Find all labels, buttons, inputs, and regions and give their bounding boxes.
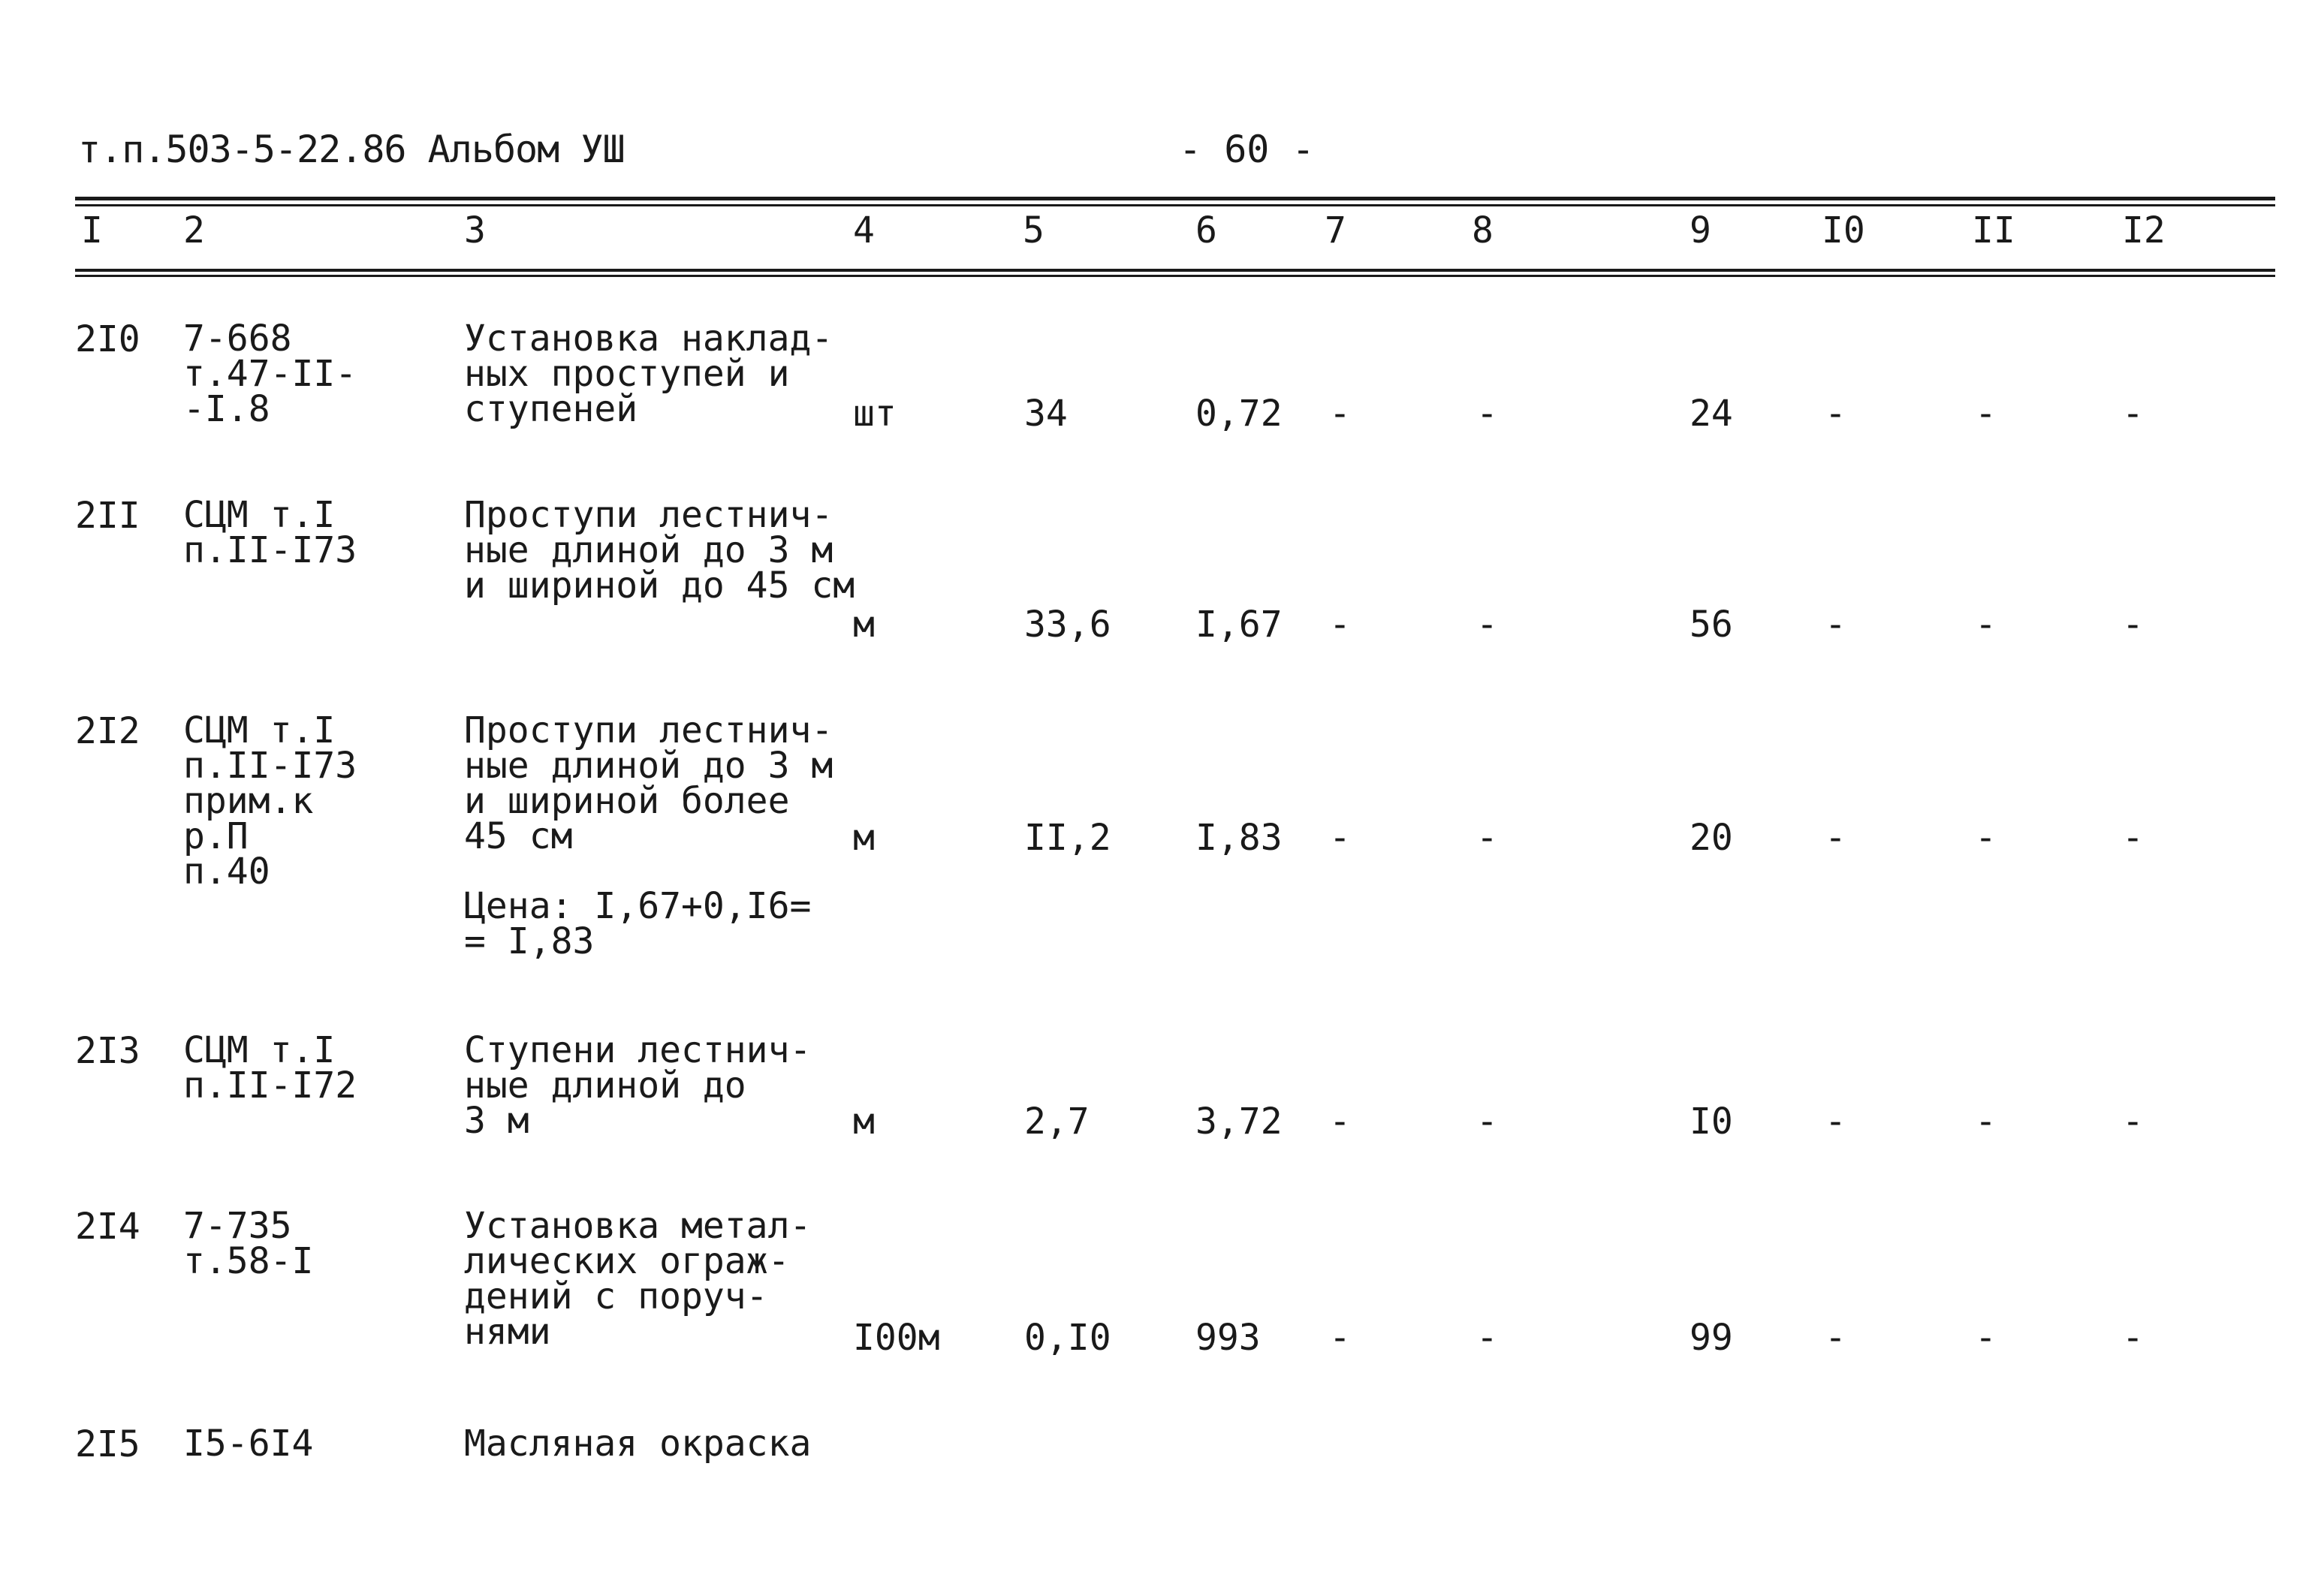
page-number: - 60 - xyxy=(1179,128,1315,171)
col9-value: 20 xyxy=(1690,817,1733,859)
col10-value: - xyxy=(1825,1101,1846,1143)
col11-value: - xyxy=(1975,604,1997,646)
column-header-3: 3 xyxy=(464,209,486,251)
quantity: 34 xyxy=(1024,393,1068,435)
col12-value: - xyxy=(2122,1101,2144,1143)
norm-code: СЦМ т.I п.II-I72 xyxy=(183,1029,357,1107)
col9-value: 24 xyxy=(1690,393,1733,435)
col8-value: - xyxy=(1476,604,1498,646)
column-header-12: I2 xyxy=(2122,209,2166,251)
unit: м xyxy=(853,817,875,859)
col10-value: - xyxy=(1825,393,1846,435)
col11-value: - xyxy=(1975,1317,1997,1359)
header-rule-inner xyxy=(75,275,2275,277)
col10-value: - xyxy=(1825,817,1846,859)
col9-value: 99 xyxy=(1690,1317,1733,1359)
column-header-6: 6 xyxy=(1195,209,1217,251)
col8-value: - xyxy=(1476,393,1498,435)
quantity: II,2 xyxy=(1024,817,1111,859)
column-header-1: I xyxy=(81,209,103,251)
unit-price: 3,72 xyxy=(1195,1101,1283,1143)
col7-value: - xyxy=(1329,1101,1351,1143)
unit: шт xyxy=(853,393,897,435)
col7-value: - xyxy=(1329,393,1351,435)
row-number: 2I4 xyxy=(75,1206,140,1248)
quantity: 2,7 xyxy=(1024,1101,1090,1143)
col8-value: - xyxy=(1476,1317,1498,1359)
unit: м xyxy=(853,1101,875,1143)
column-header-5: 5 xyxy=(1023,209,1044,251)
norm-code: 7-668 т.47-II- -I.8 xyxy=(183,318,357,430)
col7-value: - xyxy=(1329,1317,1351,1359)
row-number: 2I5 xyxy=(75,1423,140,1465)
work-description: Установка метал- лических ограж- дений с поруч- нями xyxy=(464,1205,812,1353)
work-description: Установка наклад- ных проступей и ступеней xyxy=(464,318,833,430)
unit-price: I,67 xyxy=(1195,604,1283,646)
col8-value: - xyxy=(1476,817,1498,859)
column-header-9: 9 xyxy=(1690,209,1711,251)
row-number: 2I0 xyxy=(75,318,140,360)
col11-value: - xyxy=(1975,1101,1997,1143)
col12-value: - xyxy=(2122,1317,2144,1359)
row-number: 2II xyxy=(75,495,140,537)
work-description: Ступени лестнич- ные длиной до 3 м xyxy=(464,1029,812,1142)
col11-value: - xyxy=(1975,393,1997,435)
col12-value: - xyxy=(2122,604,2144,646)
norm-code: СЦМ т.I п.II-I73 прим.к р.П п.40 xyxy=(183,709,357,893)
top-rule xyxy=(75,197,2275,200)
column-header-10: I0 xyxy=(1822,209,1865,251)
work-description: Проступи лестнич- ные длиной до 3 м и шириной до 45 см xyxy=(464,494,855,607)
unit-price: 0,72 xyxy=(1195,393,1283,435)
col10-value: - xyxy=(1825,1317,1846,1359)
col7-value: - xyxy=(1329,604,1351,646)
column-header-2: 2 xyxy=(183,209,205,251)
price-note: Цена: I,67+0,I6= = I,83 xyxy=(464,885,812,962)
col9-value: I0 xyxy=(1690,1101,1733,1143)
row-number: 2I3 xyxy=(75,1030,140,1072)
row-number: 2I2 xyxy=(75,710,140,752)
norm-code: I5-6I4 xyxy=(183,1423,314,1465)
column-header-11: II xyxy=(1972,209,2015,251)
norm-code: 7-735 т.58-I xyxy=(183,1205,314,1282)
unit-price: I,83 xyxy=(1195,817,1283,859)
header-rule xyxy=(75,269,2275,272)
col9-value: 56 xyxy=(1690,604,1733,646)
work-description: Масляная окраска xyxy=(464,1423,812,1465)
work-description: Проступи лестнич- ные длиной до 3 м и шириной более 45 см xyxy=(464,709,833,857)
column-header-4: 4 xyxy=(853,209,875,251)
column-header-8: 8 xyxy=(1472,209,1494,251)
top-rule-inner xyxy=(75,204,2275,206)
quantity: 33,6 xyxy=(1024,604,1111,646)
norm-code: СЦМ т.I п.II-I73 xyxy=(183,494,357,571)
unit-price: 993 xyxy=(1195,1317,1261,1359)
column-header-7: 7 xyxy=(1325,209,1346,251)
page-header: т.п.503-5-22.86 Альбом УШ xyxy=(78,128,625,171)
unit: м xyxy=(853,604,875,646)
col10-value: - xyxy=(1825,604,1846,646)
col11-value: - xyxy=(1975,817,1997,859)
unit: I00м xyxy=(853,1317,940,1359)
col12-value: - xyxy=(2122,393,2144,435)
col7-value: - xyxy=(1329,817,1351,859)
col12-value: - xyxy=(2122,817,2144,859)
col8-value: - xyxy=(1476,1101,1498,1143)
quantity: 0,I0 xyxy=(1024,1317,1111,1359)
